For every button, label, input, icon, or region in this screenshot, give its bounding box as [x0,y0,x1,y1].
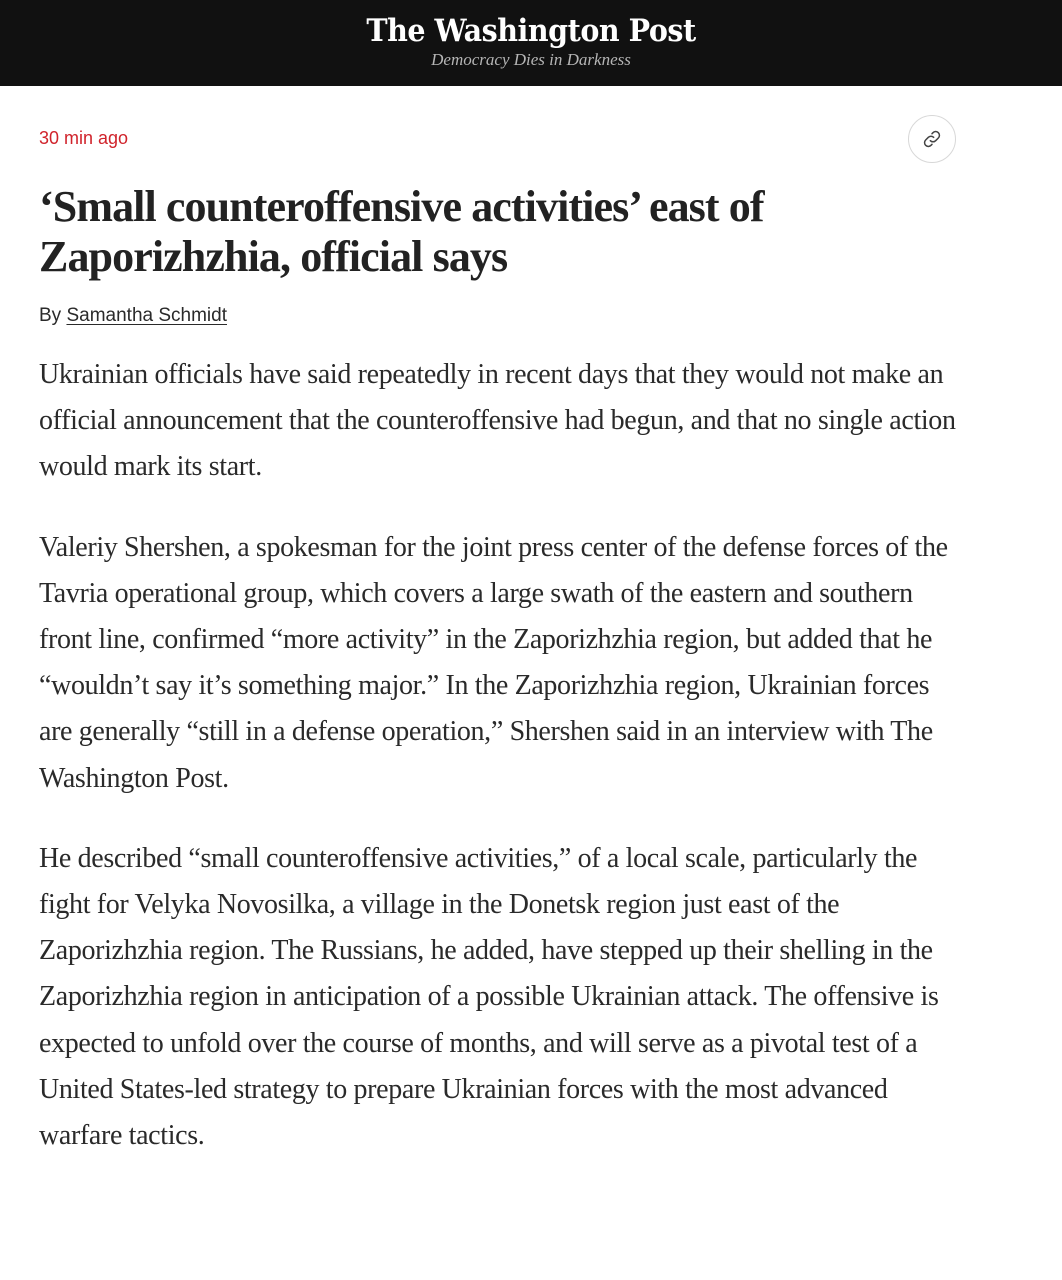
link-icon [922,129,942,149]
site-tagline: Democracy Dies in Darkness [431,50,631,69]
copy-link-button[interactable] [908,115,956,163]
masthead [0,0,1062,86]
byline-prefix: By [39,305,62,326]
author-link[interactable]: Samantha Schmidt [66,305,227,326]
article-body [39,352,964,1159]
site-logo[interactable]: The Washington Post [366,13,696,49]
paragraph: He described “small counteroffensive activities,” of a local scale, particularly the fight for Velyka Novosilka, a village in the Donetsk region just east of the Zaporizhzhia region. The Russians, he added, have stepped up their shelling in the Zaporizhzhia region in anticipation of a possible Ukrainian attack. The offensive is expected to unfold over the course of months, and will serve as a pivotal test of a United States-led strategy to prepare Ukrainian forces with the most advanced warfare tactics. [39,842,939,1152]
headline: ‘Small counteroffensive activities’ east of Zaporizhzhia, official says [39,182,764,281]
timestamp: 30 min ago [39,128,129,148]
paragraph: Valeriy Shershen, a spokesman for the joint press center of the defense forces of the Tavria operational group, which covers a large swath of the eastern and southern front line, confirmed “more activity” in the Zaporizhzhia region, but added that he “wouldn’t say it’s something major.” In the Zaporizhzhia region, Ukrainian forces are generally “still in a defense operation,” Shershen said in an interview with The Washington Post. [39,531,948,794]
paragraph: Ukrainian officials have said repeatedly in recent days that they would not make an official announcement that the counteroffensive had begun, and that no single action would mark its start. [39,359,956,483]
article-meta [39,86,1062,186]
byline [39,304,1062,328]
article [0,86,1062,1159]
